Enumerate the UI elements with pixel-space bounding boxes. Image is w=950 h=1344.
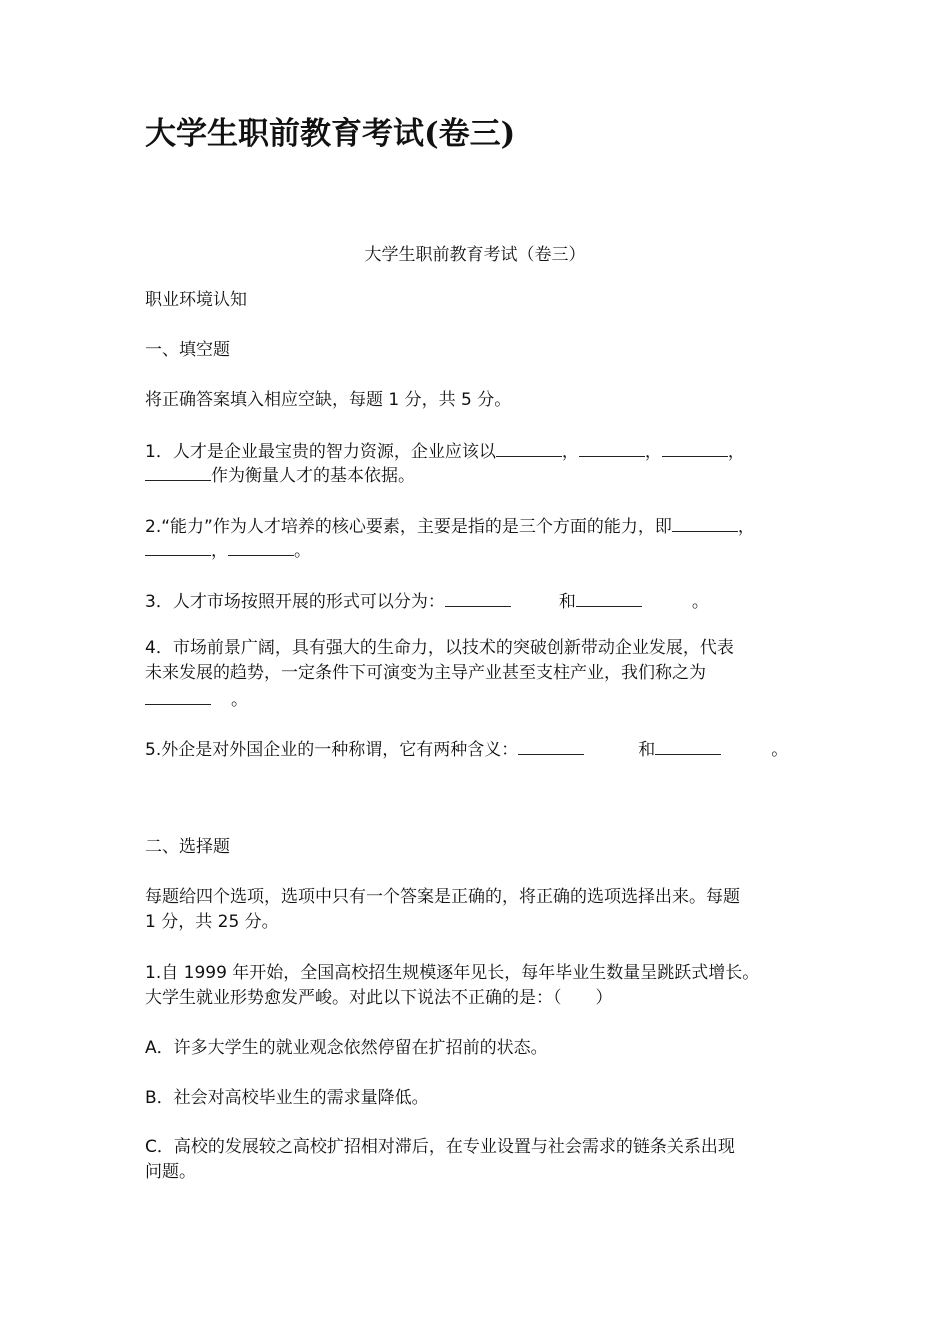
period: 。: [231, 690, 248, 710]
section-topic: 职业环境认知: [145, 290, 247, 310]
option-c-line-1: C．高校的发展较之高校扩招相对滞后，在专业设置与社会需求的链条关系出现: [145, 1137, 735, 1157]
answer-blank[interactable]: [145, 686, 211, 705]
q1-prefix: 1．人才是企业最宝贵的智力资源，企业应该以: [145, 442, 496, 462]
part2-heading: 二、选择题: [145, 837, 230, 857]
part2-instructions-line-2: 1 分，共 25 分。: [145, 912, 279, 932]
separator: ，: [737, 517, 755, 537]
separator: ，: [727, 442, 745, 462]
option-c-line-2: 问题。: [145, 1162, 196, 1182]
question-4-line-3: [145, 686, 810, 712]
answer-blank[interactable]: [655, 736, 721, 755]
option-b: B．社会对高校毕业生的需求量降低。: [145, 1088, 429, 1108]
answer-blank[interactable]: [496, 438, 562, 457]
separator: ，: [644, 442, 662, 462]
conjunction: 和: [638, 740, 656, 760]
answer-blank[interactable]: [579, 438, 645, 457]
exam-title: 大学生职前教育考试（卷三）: [364, 245, 586, 265]
mc-question-1-line-1: 1.自 1999 年开始，全国高校招生规模逐年见长，每年毕业生数量呈跳跃式增长。: [145, 963, 760, 983]
document-title: 大学生职前教育考试(卷三): [145, 116, 516, 152]
answer-blank[interactable]: [228, 537, 294, 556]
period: 。: [771, 740, 789, 760]
answer-blank[interactable]: [672, 513, 738, 532]
period: 。: [294, 541, 311, 561]
part1-instructions: 将正确答案填入相应空缺，每题 1 分，共 5 分。: [145, 390, 512, 410]
question-4-line-2: 未来发展的趋势，一定条件下可演变为主导产业甚至支柱产业，我们称之为: [145, 663, 706, 683]
answer-blank[interactable]: [576, 588, 642, 607]
q3-prefix: 3．人才市场按照开展的形式可以分为：: [145, 592, 445, 612]
answer-blank[interactable]: [518, 736, 584, 755]
part1-heading: 一、填空题: [145, 340, 230, 360]
conjunction: 和: [558, 592, 576, 612]
answer-blank[interactable]: [145, 462, 211, 481]
option-a: A．许多大学生的就业观念依然停留在扩招前的状态。: [145, 1038, 548, 1058]
part2-instructions-line-1: 每题给四个选项，选项中只有一个答案是正确的，将正确的选项选择出来。每题: [145, 887, 740, 907]
question-1-line-2: [145, 462, 810, 488]
answer-blank[interactable]: [445, 588, 511, 607]
question-3: [145, 588, 810, 614]
question-2-line-2: [145, 537, 810, 563]
answer-blank[interactable]: [145, 537, 211, 556]
answer-blank[interactable]: [662, 438, 728, 457]
q2-prefix: 2.“能力”作为人才培养的核心要素，主要是指的是三个方面的能力，即: [145, 517, 672, 537]
separator: ，: [561, 442, 579, 462]
question-2-line-1: [145, 513, 810, 539]
q1-suffix: 作为衡量人才的基本依据。: [211, 466, 415, 486]
question-5: [145, 736, 810, 762]
period: 。: [691, 592, 709, 612]
mc-question-1-line-2: 大学生就业形势愈发严峻。对此以下说法不正确的是：（ ）: [145, 988, 613, 1008]
q5-prefix: 5.外企是对外国企业的一种称谓，它有两种含义：: [145, 740, 519, 760]
question-1-line-1: [145, 438, 810, 464]
question-4-line-1: 4．市场前景广阔，具有强大的生命力，以技术的突破创新带动企业发展，代表: [145, 638, 734, 658]
separator: ，: [211, 541, 228, 561]
